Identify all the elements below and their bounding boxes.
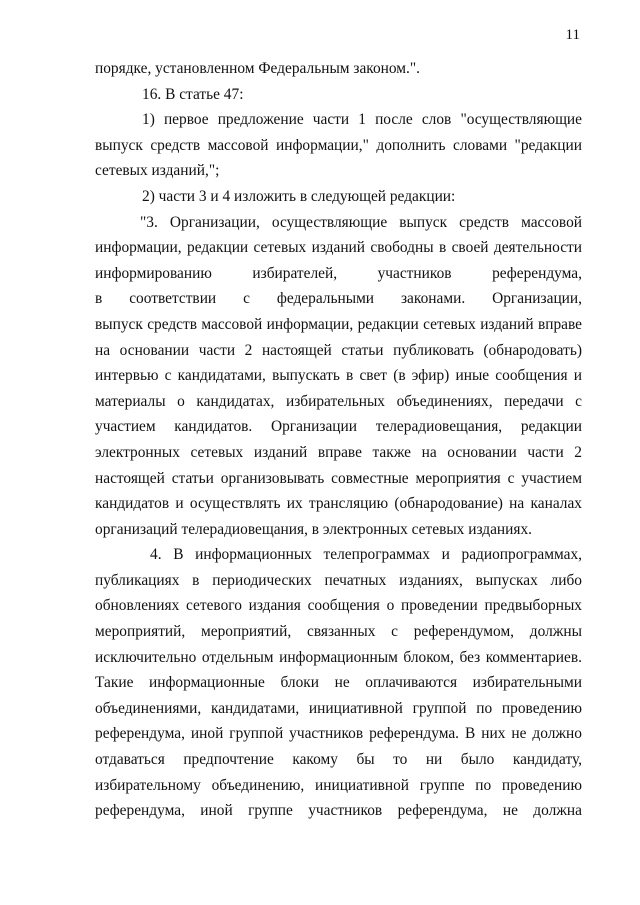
text-line: 16. В статье 47: [142, 85, 244, 103]
text-line: публикациях в периодических печатных изданиях, выпусках либо [95, 571, 582, 589]
text-line: 1) первое предложение части 1 после слов "осуществляющие [142, 111, 582, 129]
text-line: на основании части 2 настоящей статьи публиковать (обнародовать) [95, 341, 582, 359]
text-line: кандидатов и осуществлять их трансляцию (обнародование) на каналах [95, 495, 582, 513]
text-line: мероприятий, мероприятий, связанных с референдумом, должны [95, 623, 582, 641]
page-number: 11 [565, 27, 580, 43]
text-line: "3. Организации, осуществляющие выпуск средств массовой [140, 213, 582, 231]
text-line: отдаваться предпочтение какому бы то ни было кандидату, [95, 751, 582, 769]
text-line: интервью с кандидатами, выпускать в свет (в эфир) иные сообщения и [95, 367, 582, 385]
text-line: порядке, установленном Федеральным законом.". [95, 60, 421, 77]
document-body [95, 56, 582, 824]
text-line: объединениями, кандидатами, инициативной группой по проведению [95, 699, 582, 717]
text-line: референдума, иной группой участников референдума. В них не должно [95, 725, 582, 743]
text-line: 4. В информационных телепрограммах и радиопрограммах, [150, 546, 582, 564]
text-line: обновлениях сетевого издания сообщения о проведении предвыборных [95, 597, 582, 615]
text-line: референдума, иной группе участников референдума, не должна [95, 802, 582, 820]
text-line: избирательному объединению, инициативной группе по проведению [95, 776, 582, 794]
text-line: в соответствии с федеральными законами. Организации, [95, 290, 582, 308]
text-line: настоящей статьи организовывать совместные мероприятия с участием [95, 469, 582, 487]
text-line: материалы о кандидатах, избирательных объединениях, передачи с [95, 392, 582, 410]
text-line: 2) части 3 и 4 изложить в следующей редакции: [142, 187, 456, 205]
text-line: электронных сетевых изданий вправе также на основании части 2 [95, 443, 582, 461]
text-line: информации, редакции сетевых изданий свободны в своей деятельности [95, 239, 582, 257]
text-line: организаций телерадиовещания, в электронных сетевых изданиях. [95, 520, 533, 538]
text-line: исключительно отдельным информационным блоком, без комментариев. [95, 648, 582, 666]
text-line: участием кандидатов. Организации телерадиовещания, редакции [95, 418, 582, 436]
text-line: сетевых изданий,"; [95, 162, 220, 180]
text-line: информированию избирателей, участников референдума, [95, 264, 582, 282]
text-line: выпуск средств массовой информации, редакции сетевых изданий вправе [95, 315, 582, 333]
text-line: выпуск средств массовой информации," дополнить словами "редакции [95, 136, 582, 154]
text-line: Такие информационные блоки не оплачиваются избирательными [95, 674, 582, 692]
